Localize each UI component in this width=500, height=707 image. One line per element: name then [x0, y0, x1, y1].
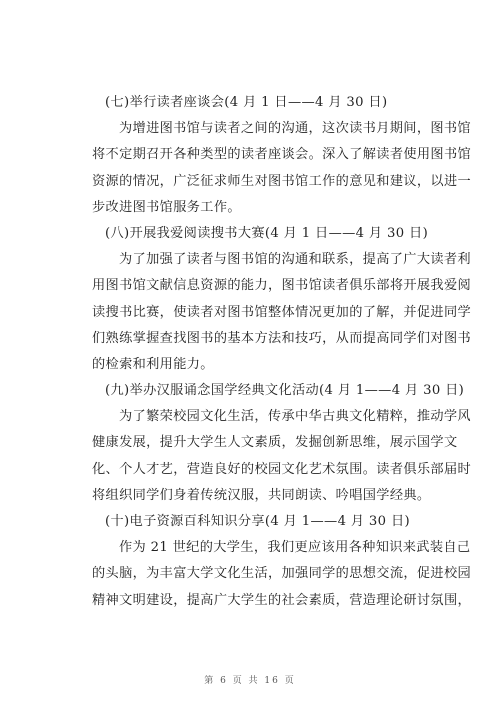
- section-heading-9: (九)举办汉服诵念国学经典文化活动(4 月 1——4 月 30 日): [105, 383, 465, 399]
- page-number-footer: 第 6 页 共 16 页: [204, 676, 296, 686]
- paragraph-line: 们熟练掌握查找图书的基本方法和技巧，从而提高同学们对图书: [92, 330, 472, 346]
- paragraph-line: 为了加强了读者与图书馆的沟通和联系，提高了广大读者利: [119, 252, 471, 268]
- paragraph-line: 将不定期召开各种类型的读者座谈会。深入了解读者使用图书馆: [92, 147, 472, 163]
- paragraph-line: 精神文明建设，提高广大学生的社会素质，营造理论研讨氛围，: [92, 592, 472, 608]
- paragraph-line: 步改进图书馆服务工作。: [92, 199, 241, 215]
- paragraph-line: 健康发展，提升大学生人文素质，发掘创新思维，展示国学文: [92, 435, 458, 451]
- document-body: [92, 90, 472, 614]
- paragraph-line: 的检索和利用能力。: [92, 356, 214, 372]
- paragraph-line: 作为 21 世纪的大学生，我们更应该用各种知识来武装自己: [119, 540, 471, 556]
- paragraph-line: 为增进图书馆与读者之间的沟通，这次读书月期间，图书馆: [119, 121, 471, 137]
- section-heading-10: (十)电子资源百科知识分享(4 月 1——4 月 30 日): [105, 514, 410, 529]
- paragraph-line: 将组织同学们身着传统汉服，共同朗读、吟唱国学经典。: [92, 487, 431, 503]
- paragraph-line: 资源的情况，广泛征求师生对图书馆工作的意见和建议，以进一: [92, 173, 472, 189]
- paragraph-line: 用图书馆文献信息资源的能力，图书馆读者俱乐部将开展我爱阅: [92, 278, 472, 294]
- paragraph-line: 读搜书比赛，使读者对图书馆整体情况更加的了解，并促进同学: [92, 304, 472, 320]
- paragraph-line: 的头脑，为丰富大学文化生活，加强同学的思想交流，促进校园: [92, 566, 472, 582]
- paragraph-line: 为了繁荣校园文化生活，传承中华古典文化精粹，推动学风: [119, 409, 471, 425]
- paragraph-line: 化、个人才艺，营造良好的校园文化艺术氛围。读者俱乐部届时: [92, 461, 472, 477]
- section-heading-8: (八)开展我爱阅读搜书大赛(4 月 1 日——4 月 30 日): [105, 225, 429, 241]
- section-heading-7: (七)举行读者座谈会(4 月 1 日——4 月 30 日): [105, 95, 388, 110]
